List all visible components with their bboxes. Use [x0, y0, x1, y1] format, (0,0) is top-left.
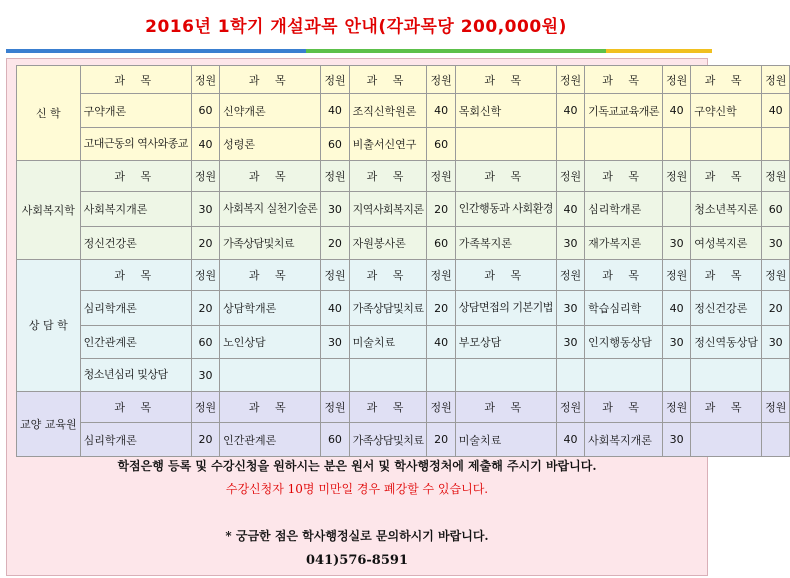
- course-capacity: 20: [762, 291, 790, 326]
- course-capacity: 30: [663, 423, 691, 457]
- course-capacity: [556, 128, 584, 161]
- course-row: [17, 192, 790, 227]
- capacity-header: 정원: [762, 66, 790, 94]
- subject-header: 과 목: [455, 392, 556, 423]
- subject-header: 과 목: [220, 66, 321, 94]
- course-name: 학습심리학: [585, 291, 663, 326]
- course-name: 가족복지론: [455, 227, 556, 260]
- subject-header: 과 목: [585, 161, 663, 192]
- footer-contact-note: * 궁금한 점은 학사행정실로 문의하시기 바랍니다.: [225, 529, 489, 543]
- course-row: [17, 94, 790, 128]
- course-name: 심리학개론: [80, 291, 191, 326]
- capacity-header: 정원: [321, 161, 349, 192]
- course-capacity: 60: [191, 326, 219, 359]
- capacity-header: 정원: [663, 260, 691, 291]
- category-label: 상 담 학: [17, 260, 81, 392]
- capacity-header: 정원: [427, 392, 455, 423]
- subject-header: 과 목: [349, 392, 427, 423]
- course-capacity: 20: [191, 291, 219, 326]
- course-name: 정신건강론: [691, 291, 762, 326]
- course-name: 기독교교육개론: [585, 94, 663, 128]
- course-name: 노인상담: [220, 326, 321, 359]
- course-capacity: 20: [191, 227, 219, 260]
- subject-header: 과 목: [220, 260, 321, 291]
- course-name: [691, 128, 762, 161]
- course-capacity: [762, 423, 790, 457]
- subject-header: 과 목: [349, 161, 427, 192]
- capacity-header: 정원: [556, 161, 584, 192]
- course-name: 성령론: [220, 128, 321, 161]
- capacity-header: 정원: [762, 161, 790, 192]
- course-name: 심리학개론: [585, 192, 663, 227]
- course-name: [585, 359, 663, 392]
- course-capacity: [321, 359, 349, 392]
- course-name: 인간관계론: [220, 423, 321, 457]
- course-name: 조직신학원론: [349, 94, 427, 128]
- course-capacity: 30: [556, 326, 584, 359]
- course-capacity: 30: [191, 359, 219, 392]
- course-capacity: 40: [663, 94, 691, 128]
- capacity-header: 정원: [191, 161, 219, 192]
- course-capacity: 40: [191, 128, 219, 161]
- course-capacity: 60: [321, 423, 349, 457]
- course-capacity: [663, 192, 691, 227]
- course-panel: [6, 58, 787, 576]
- subject-header: 과 목: [585, 260, 663, 291]
- course-capacity: 60: [427, 227, 455, 260]
- subject-header: 과 목: [691, 392, 762, 423]
- capacity-header: 정원: [663, 161, 691, 192]
- capacity-header: 정원: [762, 392, 790, 423]
- footer-phone: 041)576-8591: [305, 553, 408, 568]
- page-title: 2016년 1학기 개설과목 안내(각과목당 200,000원): [145, 17, 567, 37]
- capacity-header: 정원: [427, 66, 455, 94]
- course-capacity: [663, 359, 691, 392]
- course-capacity: 20: [427, 291, 455, 326]
- course-name: 사회복지개론: [585, 423, 663, 457]
- course-name: 정신건강론: [80, 227, 191, 260]
- course-capacity: 20: [191, 423, 219, 457]
- course-name: 사회복지 실천기술론: [220, 192, 321, 227]
- course-name: 청소년복지론: [691, 192, 762, 227]
- course-capacity: 20: [321, 227, 349, 260]
- course-row: [17, 423, 790, 457]
- course-capacity: 20: [427, 423, 455, 457]
- category-label: 사회복지학: [17, 161, 81, 260]
- subject-header: 과 목: [455, 260, 556, 291]
- course-table: [16, 65, 790, 457]
- course-name: 여성복지론: [691, 227, 762, 260]
- course-name: 인간행동과 사회환경: [455, 192, 556, 227]
- course-capacity: 40: [427, 326, 455, 359]
- course-row: [17, 227, 790, 260]
- course-row: [17, 326, 790, 359]
- subject-header: 과 목: [80, 260, 191, 291]
- course-name: 비출서신연구: [349, 128, 427, 161]
- capacity-header: 정원: [556, 260, 584, 291]
- course-capacity: 30: [556, 291, 584, 326]
- capacity-header: 정원: [556, 66, 584, 94]
- course-name: 사회복지개론: [80, 192, 191, 227]
- capacity-header: 정원: [321, 66, 349, 94]
- capacity-header: 정원: [191, 392, 219, 423]
- section-header-row: [17, 392, 790, 423]
- course-name: [585, 128, 663, 161]
- subject-header: 과 목: [455, 66, 556, 94]
- course-row: [17, 291, 790, 326]
- subject-header: 과 목: [585, 66, 663, 94]
- subject-header: 과 목: [80, 392, 191, 423]
- subject-header: 과 목: [691, 161, 762, 192]
- capacity-header: 정원: [191, 66, 219, 94]
- course-capacity: [427, 359, 455, 392]
- subject-header: 과 목: [691, 66, 762, 94]
- course-row: [17, 128, 790, 161]
- course-name: [349, 359, 427, 392]
- subject-header: 과 목: [455, 161, 556, 192]
- subject-header: 과 목: [80, 66, 191, 94]
- course-capacity: [663, 128, 691, 161]
- title-underline-blue: [6, 49, 306, 53]
- course-name: [455, 128, 556, 161]
- capacity-header: 정원: [762, 260, 790, 291]
- course-capacity: 60: [321, 128, 349, 161]
- capacity-header: 정원: [663, 392, 691, 423]
- capacity-header: 정원: [321, 392, 349, 423]
- course-capacity: 30: [663, 227, 691, 260]
- footer-warning: 수강신청자 10명 미만일 경우 폐강할 수 있습니다.: [225, 482, 489, 496]
- course-name: 정신역동상담: [691, 326, 762, 359]
- course-name: 인지행동상담: [585, 326, 663, 359]
- subject-header: 과 목: [220, 392, 321, 423]
- section-header-row: [17, 161, 790, 192]
- course-capacity: [762, 359, 790, 392]
- course-capacity: 40: [556, 94, 584, 128]
- course-name: [691, 423, 762, 457]
- subject-header: 과 목: [220, 161, 321, 192]
- course-capacity: 60: [191, 94, 219, 128]
- subject-header: 과 목: [80, 161, 191, 192]
- title-bar: [6, 8, 706, 52]
- course-name: 상담면접의 기본기법: [455, 291, 556, 326]
- capacity-header: 정원: [556, 392, 584, 423]
- course-name: [691, 359, 762, 392]
- course-name: 상담학개론: [220, 291, 321, 326]
- course-capacity: 40: [556, 192, 584, 227]
- capacity-header: 정원: [663, 66, 691, 94]
- section-header-row: [17, 260, 790, 291]
- subject-header: 과 목: [585, 392, 663, 423]
- course-row: [17, 359, 790, 392]
- capacity-header: 정원: [321, 260, 349, 291]
- capacity-header: 정원: [191, 260, 219, 291]
- course-name: 청소년심리 및상담: [80, 359, 191, 392]
- course-name: 가족상담및치료: [349, 423, 427, 457]
- course-capacity: 20: [427, 192, 455, 227]
- course-name: 가족상담및치료: [349, 291, 427, 326]
- subject-header: 과 목: [349, 66, 427, 94]
- title-underline-green: [306, 49, 606, 53]
- course-name: 인간관계론: [80, 326, 191, 359]
- subject-header: 과 목: [691, 260, 762, 291]
- title-underline-yellow: [606, 49, 712, 53]
- course-capacity: 60: [762, 192, 790, 227]
- course-name: [455, 359, 556, 392]
- course-name: 자원봉사론: [349, 227, 427, 260]
- course-capacity: 30: [762, 227, 790, 260]
- capacity-header: 정원: [427, 260, 455, 291]
- capacity-header: 정원: [427, 161, 455, 192]
- course-capacity: 60: [427, 128, 455, 161]
- course-capacity: 30: [191, 192, 219, 227]
- course-name: [220, 359, 321, 392]
- course-name: 신약개론: [220, 94, 321, 128]
- course-name: 고대근동의 역사와종교: [80, 128, 191, 161]
- footer-notice: 학점은행 등록 및 수강신청을 원하시는 분은 원서 및 학사행정처에 제출해 주시기 바랍니다.: [117, 459, 597, 473]
- course-name: 부모상담: [455, 326, 556, 359]
- course-capacity: 30: [663, 326, 691, 359]
- course-name: 구약신학: [691, 94, 762, 128]
- course-capacity: 30: [321, 326, 349, 359]
- course-name: 미술치료: [455, 423, 556, 457]
- course-name: 재가복지론: [585, 227, 663, 260]
- subject-header: 과 목: [349, 260, 427, 291]
- course-capacity: 30: [762, 326, 790, 359]
- course-capacity: 30: [321, 192, 349, 227]
- section-header-row: [17, 66, 790, 94]
- course-capacity: 40: [663, 291, 691, 326]
- course-capacity: 30: [556, 227, 584, 260]
- course-capacity: 40: [556, 423, 584, 457]
- course-capacity: 40: [321, 94, 349, 128]
- course-name: 지역사회복지론: [349, 192, 427, 227]
- course-capacity: 40: [321, 291, 349, 326]
- course-name: 심리학개론: [80, 423, 191, 457]
- category-label: 신 학: [17, 66, 81, 161]
- course-capacity: [556, 359, 584, 392]
- course-capacity: [762, 128, 790, 161]
- category-label: 교양 교육원: [17, 392, 81, 457]
- course-name: 미술치료: [349, 326, 427, 359]
- course-name: 가족상담및치료: [220, 227, 321, 260]
- course-name: 구약개론: [80, 94, 191, 128]
- course-name: 목회신학: [455, 94, 556, 128]
- course-capacity: 40: [427, 94, 455, 128]
- course-capacity: 40: [762, 94, 790, 128]
